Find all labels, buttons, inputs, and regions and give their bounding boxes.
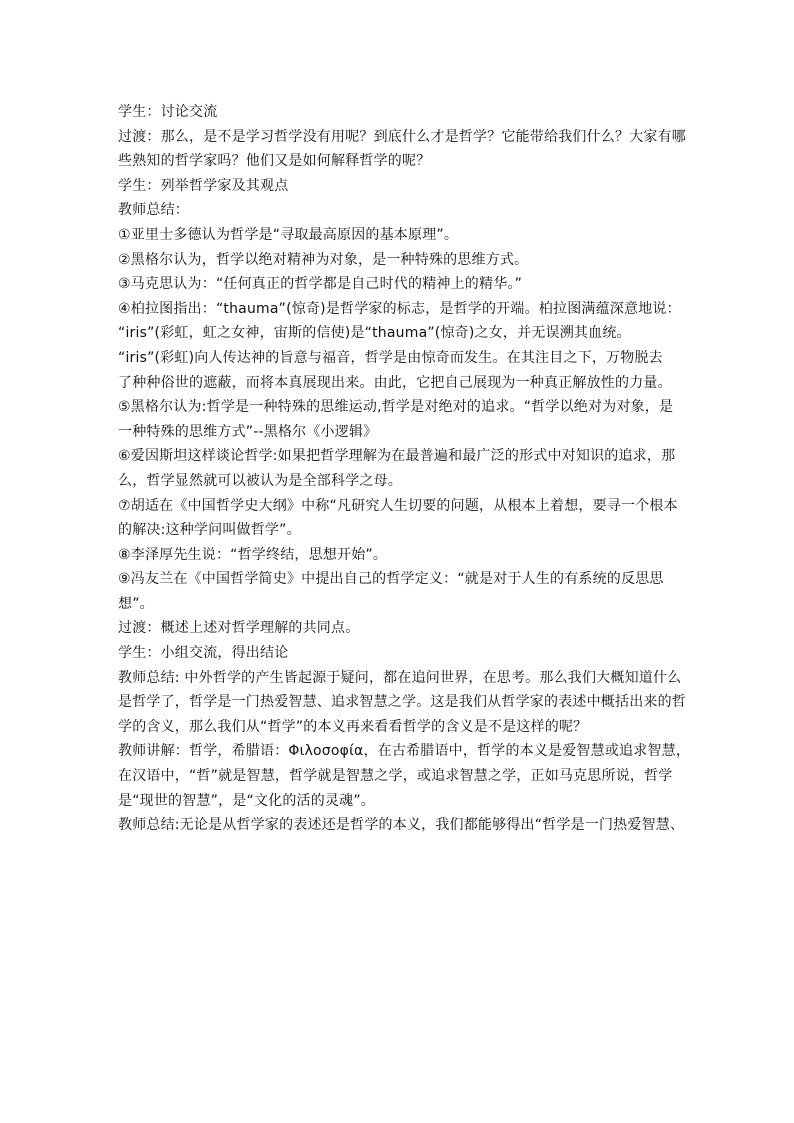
text-line: 在汉语中，“哲”就是智慧，哲学就是智慧之学，或追求智慧之学，正如马克思所说，哲学 bbox=[118, 768, 673, 785]
text-line: ⑧李泽厚先生说：“哲学终结，思想开始”。 bbox=[118, 546, 388, 563]
text-line: “iris”(彩虹)向人传达神的旨意与福音，哲学是由惊奇而发生。在其注目之下，万物脱去 bbox=[118, 349, 663, 366]
text-line: “iris”(彩虹，虹之女神，宙斯的信使)是“thauma”(惊奇)之女，并无误溯其血统。 bbox=[118, 325, 631, 342]
text-line: 的解决:这种学问叫做哲学”。 bbox=[118, 522, 301, 539]
text-line: 过渡：概述上述对哲学理解的共同点。 bbox=[118, 620, 360, 637]
text-line: 学生：列举哲学家及其观点 bbox=[118, 177, 289, 194]
text-line: ②黑格尔认为，哲学以绝对精神为对象，是一种特殊的思维方式。 bbox=[118, 251, 529, 268]
text-line: 了种种俗世的遮蔽，而将本真展现出来。由此，它把自己展现为一种真正解放性的力量。 bbox=[118, 374, 672, 391]
text-line: 一种特殊的思维方式”--黑格尔《小逻辑》 bbox=[118, 423, 378, 440]
text-line: ⑥爱因斯坦这样谈论哲学:如果把哲学理解为在最普遍和最广泛的形式中对知识的追求，那 bbox=[118, 448, 676, 465]
text-line: 过渡：那么，是不是学习哲学没有用呢？到底什么才是哲学？它能带给我们什么？大家有哪 bbox=[118, 128, 686, 145]
text-line: 学生：小组交流，得出结论 bbox=[118, 645, 289, 662]
text-line: ④柏拉图指出：“thauma”(惊奇)是哲学家的标志，是哲学的开端。柏拉图满蕴深意地说： bbox=[118, 300, 681, 317]
text-line: 想”。 bbox=[118, 595, 154, 612]
text-line: ⑨冯友兰在《中国哲学简史》中提出自己的哲学定义：“就是对于人生的有系统的反思思 bbox=[118, 571, 664, 588]
text-line: ⑤黑格尔认为:哲学是一种特殊的思维运动,哲学是对绝对的追求。“哲学以绝对为对象，是 bbox=[118, 399, 674, 416]
text-line: 教师总结： bbox=[118, 202, 189, 219]
text-line: 教师总结: 中外哲学的产生皆起源于疑问，都在追问世界，在思考。那么我们大概知道什么 bbox=[118, 669, 682, 686]
text-line: ⑦胡适在《中国哲学史大纲》中称“凡研究人生切要的问题，从根本上着想，要寻一个根本 bbox=[118, 497, 678, 514]
text-line: 些熟知的哲学家吗？他们又是如何解释哲学的呢？ bbox=[118, 153, 431, 170]
text-line: 么，哲学显然就可以被认为是全部科学之母。 bbox=[118, 472, 402, 489]
text-line: 教师总结:无论是从哲学家的表述还是哲学的本义，我们都能够得出“哲学是一门热爱智慧、 bbox=[118, 817, 685, 834]
text-line: 学的含义，那么我们从“哲学”的本义再来看看哲学的含义是不是这样的呢？ bbox=[118, 718, 588, 735]
text-line: 是哲学了，哲学是一门热爱智慧、追求智慧之学。这是我们从哲学家的表述中概括出来的哲 bbox=[118, 694, 686, 711]
document-body bbox=[118, 100, 691, 838]
text-line: ③马克思认为：“任何真正的哲学都是自己时代的精神上的精华。” bbox=[118, 276, 523, 293]
text-line: 是“现世的智慧”，是“文化的活的灵魂”。 bbox=[118, 792, 376, 809]
text-line: 学生：讨论交流 bbox=[118, 104, 218, 120]
text-line: 教师讲解：哲学，希腊语：Φιλοσοφία，在古希腊语中，哲学的本义是爱智慧或追求智慧， bbox=[118, 743, 691, 760]
text-line: ①亚里士多德认为哲学是“寻取最高原因的基本原理”。 bbox=[118, 226, 459, 243]
